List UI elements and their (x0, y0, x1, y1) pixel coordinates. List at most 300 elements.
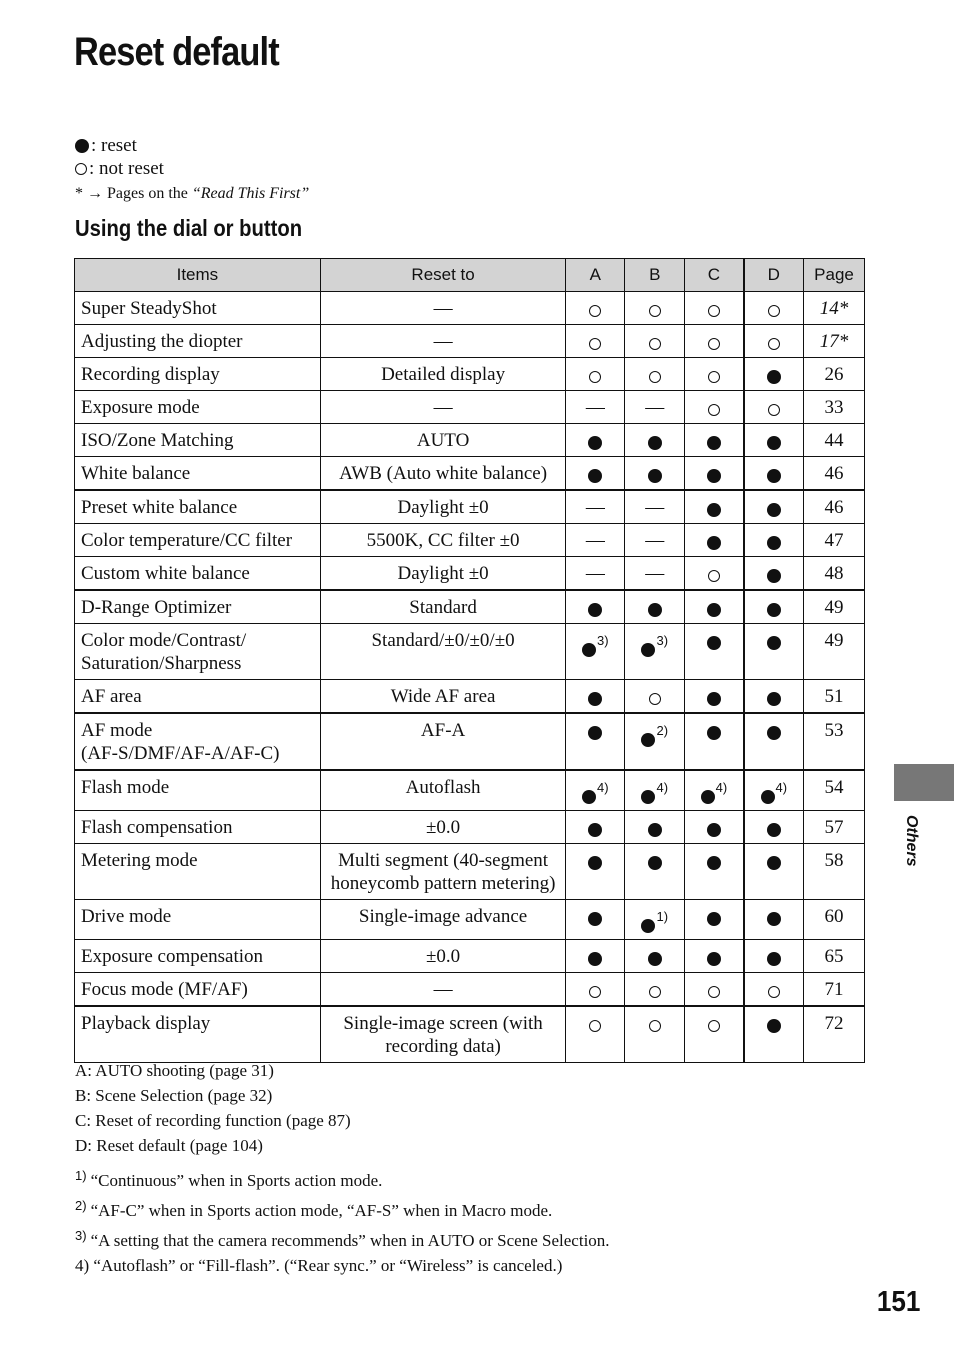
table-row (75, 424, 865, 457)
cell-mode-d (744, 900, 804, 940)
cell-mode-c (685, 424, 744, 457)
filled-circle-icon (648, 823, 662, 837)
cell-mode-b (625, 844, 685, 900)
section-heading: Using the dial or button (75, 215, 303, 241)
cell-mode-a (566, 358, 625, 391)
page-title: Reset default (74, 30, 279, 74)
not-applicable-dash: — (645, 497, 665, 518)
item-label: AF mode (81, 720, 153, 741)
cell-page: 65 (804, 940, 865, 973)
filled-circle-icon (588, 856, 602, 870)
cell-item (75, 457, 321, 491)
cell-mode-c (685, 358, 744, 391)
filled-circle-icon (588, 726, 602, 740)
reset-value: Daylight ±0 (397, 563, 489, 584)
cell-page: 26 (804, 358, 865, 391)
cell-mode-b (625, 457, 685, 491)
cell-mode-b (625, 490, 685, 524)
item-label: ISO/Zone Matching (81, 430, 234, 451)
not-applicable-dash: — (645, 397, 665, 418)
table-row (75, 713, 865, 770)
cell-reset-to (320, 391, 566, 424)
reset-value: AUTO (416, 430, 470, 451)
footnote (75, 1253, 610, 1278)
table-row (75, 624, 865, 680)
not-applicable-dash: — (645, 563, 665, 584)
item-label: Drive mode (81, 906, 172, 927)
cell-mode-c (685, 973, 744, 1007)
table-row (75, 524, 865, 557)
cell-mode-d (744, 624, 804, 680)
cell-reset-to (320, 557, 566, 591)
cell-mode-d (744, 680, 804, 714)
reset-value: 5500K, CC filter ±0 (366, 530, 520, 551)
cell-page: 51 (804, 680, 865, 714)
filled-circle-icon (588, 952, 602, 966)
item-label: Color temperature/CC filter (81, 530, 293, 551)
cell-reset-to (320, 325, 566, 358)
filled-circle-icon (767, 503, 781, 517)
cell-mode-a (566, 624, 625, 680)
cell-reset-to (320, 590, 566, 624)
filled-circle-icon (767, 692, 781, 706)
reset-value: AF-A (420, 720, 466, 741)
cell-mode-b (625, 325, 685, 358)
cell-reset-to (320, 713, 566, 770)
filled-circle-icon (701, 790, 715, 804)
filled-circle-icon (641, 643, 655, 657)
footnote-mark: 1) (75, 1168, 87, 1183)
cell-reset-to (320, 811, 566, 844)
footnote-ref: 4) (715, 780, 728, 795)
reset-value-line2: honeycomb pattern metering) (330, 873, 556, 894)
item-label: AF area (81, 686, 142, 707)
open-circle-icon (708, 305, 720, 317)
table-row (75, 391, 865, 424)
cell-reset-to (320, 973, 566, 1007)
cell-mode-c (685, 325, 744, 358)
cell-page: 53 (804, 713, 865, 770)
cell-page: 49 (804, 624, 865, 680)
open-circle-icon (649, 338, 661, 350)
cell-mode-d (744, 713, 804, 770)
cell-mode-d (744, 770, 804, 811)
filled-circle-icon (761, 790, 775, 804)
footnote-ref: 3) (597, 633, 609, 648)
item-label: Recording display (81, 364, 220, 385)
cell-mode-d (744, 424, 804, 457)
cell-item (75, 557, 321, 591)
filled-circle-icon (75, 139, 89, 153)
filled-circle-icon (707, 952, 721, 966)
cell-mode-c (685, 391, 744, 424)
legend-page-note (75, 182, 309, 205)
cell-reset-to (320, 1006, 566, 1063)
cell-mode-b (625, 292, 685, 325)
filled-circle-icon (767, 636, 781, 650)
cell-reset-to (320, 900, 566, 940)
table-row (75, 557, 865, 591)
cell-mode-b (625, 680, 685, 714)
open-circle-icon (649, 986, 661, 998)
cell-mode-a (566, 973, 625, 1007)
cell-mode-b (625, 900, 685, 940)
side-tab (894, 764, 954, 801)
item-label: Exposure compensation (81, 946, 264, 967)
table-row (75, 292, 865, 325)
cell-mode-a (566, 292, 625, 325)
cell-reset-to (320, 770, 566, 811)
reset-value: Multi segment (40-segment (338, 850, 549, 871)
open-circle-icon (589, 1020, 601, 1032)
header-d: D (744, 259, 804, 292)
cell-mode-a (566, 900, 625, 940)
cell-mode-a (566, 557, 625, 591)
header-items: Items (75, 259, 321, 292)
cell-mode-d (744, 940, 804, 973)
header-c: C (685, 259, 744, 292)
cell-mode-c (685, 292, 744, 325)
side-tab-text: Others (903, 815, 920, 867)
table-row (75, 973, 865, 1007)
filled-circle-icon (707, 603, 721, 617)
reset-value: Detailed display (381, 364, 506, 385)
cell-mode-c (685, 524, 744, 557)
filled-circle-icon (767, 823, 781, 837)
cell-mode-d (744, 844, 804, 900)
reset-value: Single-image screen (with (343, 1013, 543, 1034)
item-label-line2: (AF-S/DMF/AF-A/AF-C) (81, 743, 280, 764)
footnote-ref: 3) (656, 633, 669, 648)
mode-note: A: AUTO shooting (page 31) (75, 1061, 274, 1080)
item-label: Preset white balance (81, 497, 238, 518)
filled-circle-icon (767, 469, 781, 483)
footnote (75, 1223, 610, 1253)
cell-page: 17* (804, 325, 865, 358)
not-applicable-dash: — (585, 497, 605, 518)
item-label: D-Range Optimizer (81, 597, 232, 618)
cell-mode-c (685, 940, 744, 973)
footnote (75, 1163, 610, 1193)
table-row (75, 590, 865, 624)
table-row (75, 844, 865, 900)
reset-value: — (433, 298, 453, 319)
filled-circle-icon (707, 856, 721, 870)
filled-circle-icon (767, 952, 781, 966)
cell-mode-b (625, 770, 685, 811)
cell-mode-d (744, 1006, 804, 1063)
cell-mode-a (566, 844, 625, 900)
filled-circle-icon (767, 1019, 781, 1033)
cell-page: 46 (804, 490, 865, 524)
item-label: White balance (81, 463, 191, 484)
cell-mode-c (685, 811, 744, 844)
cell-mode-d (744, 973, 804, 1007)
cell-item (75, 770, 321, 811)
footnote-text: “A setting that the camera recommends” when in AUTO or Scene Selection. (90, 1231, 610, 1250)
cell-mode-a (566, 424, 625, 457)
filled-circle-icon (707, 692, 721, 706)
cell-mode-c (685, 844, 744, 900)
cell-mode-b (625, 973, 685, 1007)
reset-value: Wide AF area (390, 686, 496, 707)
item-label: Flash compensation (81, 817, 233, 838)
reset-value: ±0.0 (425, 817, 461, 838)
footnote-ref: 1) (656, 909, 669, 924)
filled-circle-icon (641, 790, 655, 804)
filled-circle-icon (767, 856, 781, 870)
item-label: Flash mode (81, 777, 170, 798)
cell-reset-to (320, 490, 566, 524)
table-body (75, 292, 865, 1063)
reset-value: Daylight ±0 (397, 497, 489, 518)
open-circle-icon (75, 163, 87, 175)
filled-circle-icon (767, 536, 781, 550)
mode-note: D: Reset default (page 104) (75, 1136, 263, 1155)
cell-mode-d (744, 590, 804, 624)
item-label: Color mode/Contrast/ (81, 630, 247, 651)
cell-mode-a (566, 1006, 625, 1063)
table-row (75, 457, 865, 491)
mode-notes (75, 1058, 351, 1158)
cell-page: 33 (804, 391, 865, 424)
reset-value: Autoflash (405, 777, 481, 798)
cell-mode-c (685, 770, 744, 811)
cell-mode-d (744, 457, 804, 491)
cell-page: 44 (804, 424, 865, 457)
legend-note-book: “Read This First” (191, 185, 310, 202)
cell-item (75, 811, 321, 844)
side-tab-label (882, 815, 920, 892)
cell-item (75, 713, 321, 770)
cell-mode-b (625, 358, 685, 391)
reset-value: Standard/±0/±0/±0 (371, 630, 515, 651)
cell-mode-c (685, 900, 744, 940)
filled-circle-icon (707, 636, 721, 650)
footnote-ref: 2) (656, 723, 669, 738)
filled-circle-icon (767, 912, 781, 926)
reset-value: — (433, 397, 453, 418)
page-number: 151 (876, 1286, 920, 1318)
cell-mode-a (566, 391, 625, 424)
legend-reset (75, 134, 309, 157)
footnote-mark: 3) (75, 1228, 87, 1243)
open-circle-icon (768, 986, 780, 998)
open-circle-icon (649, 371, 661, 383)
header-reset-to: Reset to (320, 259, 566, 292)
open-circle-icon (768, 305, 780, 317)
open-circle-icon (708, 371, 720, 383)
footnote-ref: 4) (656, 780, 669, 795)
cell-item (75, 844, 321, 900)
open-circle-icon (649, 305, 661, 317)
cell-mode-d (744, 524, 804, 557)
cell-mode-a (566, 590, 625, 624)
item-label: Adjusting the diopter (81, 331, 243, 352)
cell-item (75, 524, 321, 557)
header-a: A (566, 259, 625, 292)
footnote-text: 4) “Autoflash” or “Fill-flash”. (“Rear sync.” or “Wireless” is canceled.) (75, 1256, 563, 1275)
cell-mode-a (566, 457, 625, 491)
filled-circle-icon (648, 856, 662, 870)
table-row (75, 770, 865, 811)
cell-page: 54 (804, 770, 865, 811)
cell-mode-a (566, 940, 625, 973)
legend (75, 134, 309, 205)
filled-circle-icon (707, 823, 721, 837)
cell-reset-to (320, 624, 566, 680)
cell-mode-a (566, 680, 625, 714)
item-label: Exposure mode (81, 397, 200, 418)
cell-page: 72 (804, 1006, 865, 1063)
not-applicable-dash: — (585, 397, 605, 418)
cell-mode-d (744, 358, 804, 391)
cell-mode-b (625, 424, 685, 457)
reset-value: — (433, 331, 453, 352)
not-applicable-dash: — (585, 530, 605, 551)
legend-not-reset-label: : not reset (89, 158, 164, 179)
cell-mode-a (566, 713, 625, 770)
open-circle-icon (768, 404, 780, 416)
legend-reset-label: : reset (91, 135, 137, 156)
open-circle-icon (708, 986, 720, 998)
cell-mode-d (744, 325, 804, 358)
table-row (75, 325, 865, 358)
table-row (75, 811, 865, 844)
reset-value: Standard (409, 597, 477, 618)
item-label: Super SteadyShot (81, 298, 217, 319)
cell-item (75, 490, 321, 524)
table-row (75, 358, 865, 391)
cell-mode-b (625, 590, 685, 624)
reset-value: AWB (Auto white balance) (339, 463, 548, 484)
cell-item (75, 424, 321, 457)
filled-circle-icon (648, 436, 662, 450)
filled-circle-icon (588, 692, 602, 706)
footnote-ref: 4) (597, 780, 609, 795)
cell-page: 47 (804, 524, 865, 557)
open-circle-icon (708, 404, 720, 416)
table-row (75, 1006, 865, 1063)
cell-mode-b (625, 524, 685, 557)
cell-mode-a (566, 770, 625, 811)
footnote-ref: 4) (775, 780, 788, 795)
header-b: B (625, 259, 685, 292)
open-circle-icon (589, 371, 601, 383)
cell-mode-c (685, 457, 744, 491)
filled-circle-icon (588, 469, 602, 483)
cell-mode-b (625, 391, 685, 424)
cell-mode-d (744, 391, 804, 424)
cell-mode-d (744, 292, 804, 325)
open-circle-icon (708, 338, 720, 350)
filled-circle-icon (641, 919, 655, 933)
cell-item (75, 325, 321, 358)
cell-page: 46 (804, 457, 865, 491)
cell-item (75, 391, 321, 424)
footnote-text: “AF-C” when in Sports action mode, “AF-S” when in Macro mode. (90, 1201, 553, 1220)
cell-mode-d (744, 811, 804, 844)
legend-note-prefix: * → Pages on the (75, 185, 192, 202)
cell-reset-to (320, 358, 566, 391)
cell-item (75, 680, 321, 714)
filled-circle-icon (582, 790, 596, 804)
filled-circle-icon (707, 503, 721, 517)
open-circle-icon (649, 693, 661, 705)
cell-item (75, 940, 321, 973)
filled-circle-icon (588, 603, 602, 617)
cell-page: 49 (804, 590, 865, 624)
filled-circle-icon (767, 370, 781, 384)
mode-note: C: Reset of recording function (page 87) (75, 1111, 351, 1130)
open-circle-icon (649, 1020, 661, 1032)
cell-page: 48 (804, 557, 865, 591)
cell-mode-c (685, 490, 744, 524)
cell-mode-c (685, 713, 744, 770)
cell-reset-to (320, 680, 566, 714)
cell-mode-b (625, 557, 685, 591)
cell-mode-d (744, 557, 804, 591)
filled-circle-icon (588, 436, 602, 450)
filled-circle-icon (588, 912, 602, 926)
cell-mode-c (685, 590, 744, 624)
item-label: Playback display (81, 1013, 211, 1034)
footnote-text: “Continuous” when in Sports action mode. (90, 1171, 383, 1190)
filled-circle-icon (707, 436, 721, 450)
cell-mode-c (685, 624, 744, 680)
table-row (75, 490, 865, 524)
filled-circle-icon (707, 469, 721, 483)
table-row (75, 940, 865, 973)
filled-circle-icon (767, 436, 781, 450)
open-circle-icon (768, 338, 780, 350)
reset-value: — (433, 979, 453, 1000)
legend-not-reset (75, 157, 309, 180)
filled-circle-icon (707, 912, 721, 926)
table-header-row (75, 259, 865, 292)
reset-value-line2: recording data) (385, 1036, 501, 1057)
cell-mode-c (685, 680, 744, 714)
cell-page: 60 (804, 900, 865, 940)
filled-circle-icon (648, 952, 662, 966)
cell-item (75, 590, 321, 624)
cell-item (75, 900, 321, 940)
mode-note: B: Scene Selection (page 32) (75, 1086, 273, 1105)
filled-circle-icon (707, 536, 721, 550)
cell-mode-a (566, 325, 625, 358)
reset-value: ±0.0 (425, 946, 461, 967)
cell-item (75, 973, 321, 1007)
item-label-line2: Saturation/Sharpness (81, 653, 242, 674)
cell-reset-to (320, 424, 566, 457)
filled-circle-icon (641, 733, 655, 747)
cell-mode-a (566, 524, 625, 557)
footnotes (75, 1163, 610, 1278)
open-circle-icon (708, 570, 720, 582)
cell-item (75, 358, 321, 391)
filled-circle-icon (588, 823, 602, 837)
cell-mode-b (625, 811, 685, 844)
cell-mode-a (566, 490, 625, 524)
item-label: Custom white balance (81, 563, 250, 584)
footnote (75, 1193, 610, 1223)
cell-item (75, 292, 321, 325)
cell-mode-b (625, 940, 685, 973)
cell-item (75, 624, 321, 680)
cell-item (75, 1006, 321, 1063)
table-row (75, 680, 865, 714)
filled-circle-icon (767, 726, 781, 740)
